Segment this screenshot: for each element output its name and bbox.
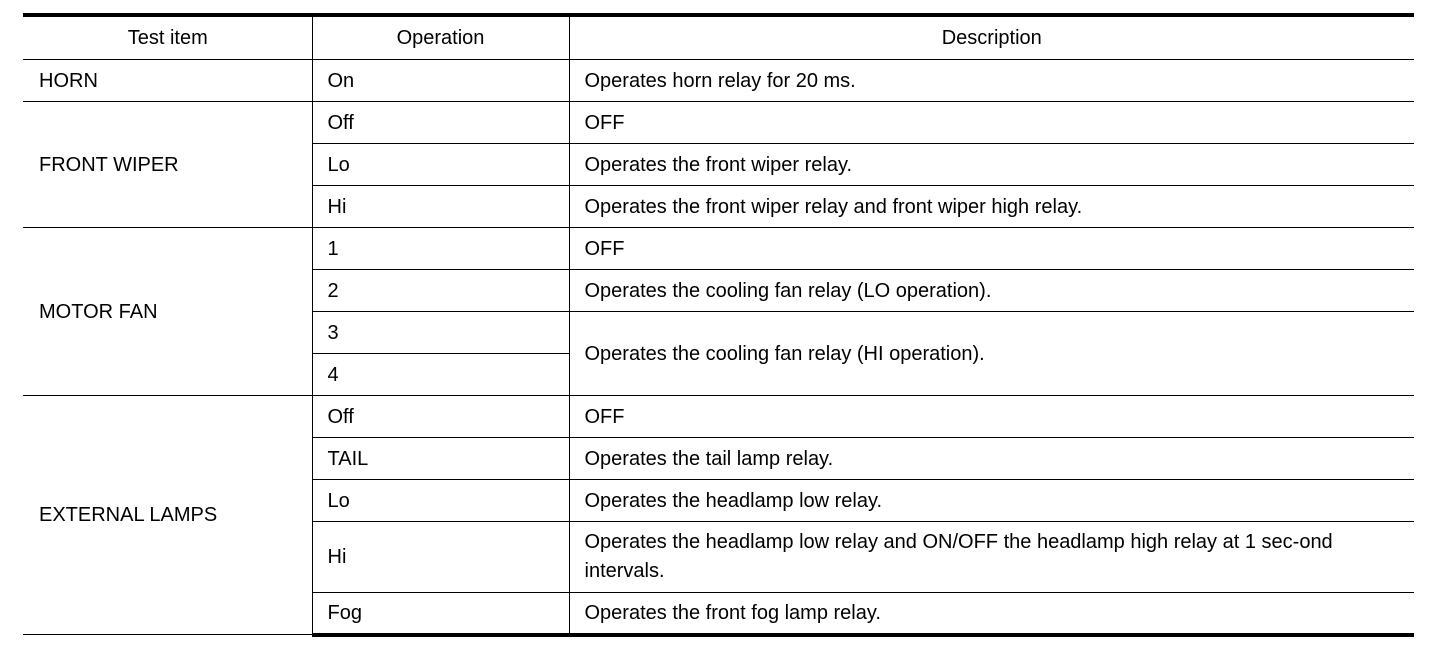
test-item-table (23, 13, 1414, 637)
description-cell: Operates the headlamp low relay. (569, 480, 1414, 522)
operation-cell: Off (312, 102, 569, 144)
description-cell: Operates the front wiper relay. (569, 144, 1414, 186)
description-cell: Operates the tail lamp relay. (569, 438, 1414, 480)
operation-cell: Hi (312, 186, 569, 228)
test-item-cell: FRONT WIPER (23, 102, 312, 228)
operation-cell: Lo (312, 480, 569, 522)
description-cell: OFF (569, 396, 1414, 438)
description-cell: OFF (569, 102, 1414, 144)
description-cell: Operates horn relay for 20 ms. (569, 60, 1414, 102)
test-item-cell: MOTOR FAN (23, 228, 312, 396)
operation-cell: Hi (312, 522, 569, 593)
table-row (23, 60, 1414, 102)
operation-cell: 4 (312, 354, 569, 396)
description-cell: Operates the headlamp low relay and ON/OFF the headlamp high relay at 1 sec-ond intervals. (569, 522, 1414, 593)
operation-cell: 2 (312, 270, 569, 312)
table-row (23, 396, 1414, 438)
operation-cell: Lo (312, 144, 569, 186)
operation-cell: Fog (312, 593, 569, 635)
table-row (23, 228, 1414, 270)
description-cell: Operates the front fog lamp relay. (569, 593, 1414, 635)
operation-cell: On (312, 60, 569, 102)
description-cell: Operates the front wiper relay and front wiper high relay. (569, 186, 1414, 228)
header-test-item: Test item (23, 15, 312, 60)
description-cell: OFF (569, 228, 1414, 270)
operation-cell: 3 (312, 312, 569, 354)
description-cell: Operates the cooling fan relay (LO operation). (569, 270, 1414, 312)
operation-cell: Off (312, 396, 569, 438)
table-row (23, 102, 1414, 144)
header-operation: Operation (312, 15, 569, 60)
table-header-row (23, 15, 1414, 60)
operation-cell: 1 (312, 228, 569, 270)
test-item-table-container (23, 13, 1414, 637)
test-item-cell: EXTERNAL LAMPS (23, 396, 312, 635)
description-cell: Operates the cooling fan relay (HI operation). (569, 312, 1414, 396)
operation-cell: TAIL (312, 438, 569, 480)
header-description: Description (569, 15, 1414, 60)
test-item-cell: HORN (23, 60, 312, 102)
